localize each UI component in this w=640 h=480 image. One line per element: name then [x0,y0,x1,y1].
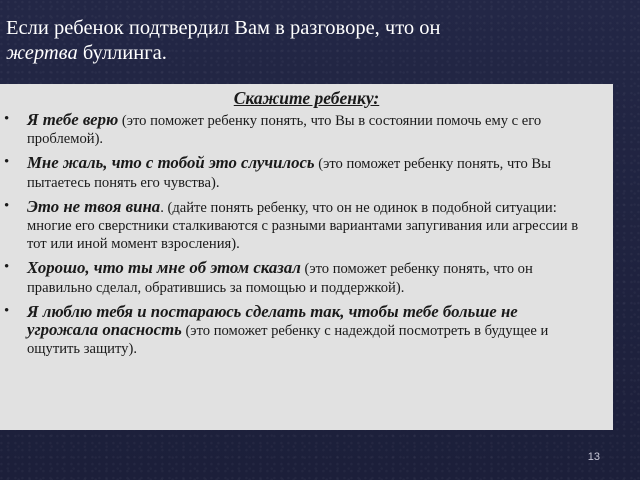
title-emphasis: жертва [6,42,78,64]
list-item [0,111,600,148]
advice-note: . (дайте понять ребенку, что он не одинок в подобной ситуации: многие его сверстники сталкиваются с разными вариантами запугивания или агрессии в тот или иной момент взросления). [27,199,579,253]
slide-number: 13 [587,451,600,463]
bullet-dot-icon: • [4,259,10,276]
list-item [0,259,600,296]
list-item [0,303,600,359]
bullet-dot-icon: • [4,111,10,127]
advice-list [0,111,600,364]
content-panel [0,84,613,430]
advice-phrase: Я тебе верю [27,110,119,129]
bullet-dot-icon: • [4,197,10,214]
advice-note: (это поможет ребенку понять, что Вы в состоянии помочь ему с его проблемой). [27,113,542,148]
bullet-dot-icon: • [4,302,10,319]
slide-title [6,16,626,66]
advice-phrase: Это не твоя вина [27,196,161,216]
advice-note: (это поможет ребенку понять, что он правильно сделал, обратившись за помощью и поддержкой). [27,261,533,296]
bullet-dot-icon: • [4,154,10,171]
title-text: Если ребенок подтвердил Вам в разговоре, что он [6,17,441,39]
list-item [0,154,600,191]
advice-note: (это поможет ребенку понять, что Вы пытаетесь понять его чувства). [27,156,551,191]
slide-subtitle: Скажите ребенку: [233,88,380,108]
list-item [0,198,600,254]
advice-phrase: Мне жаль, что с тобой это случилось [27,153,315,173]
advice-phrase: Хорошо, что ты мне об этом сказал [27,258,301,278]
advice-phrase: Я люблю тебя и постараюсь сделать так, чтобы тебе больше не угрожала опасность [27,301,518,340]
title-text-end: буллинга. [77,42,167,64]
advice-note: (это поможет ребенку с надеждой посмотреть в будущее и ощутить защиту). [27,323,549,358]
